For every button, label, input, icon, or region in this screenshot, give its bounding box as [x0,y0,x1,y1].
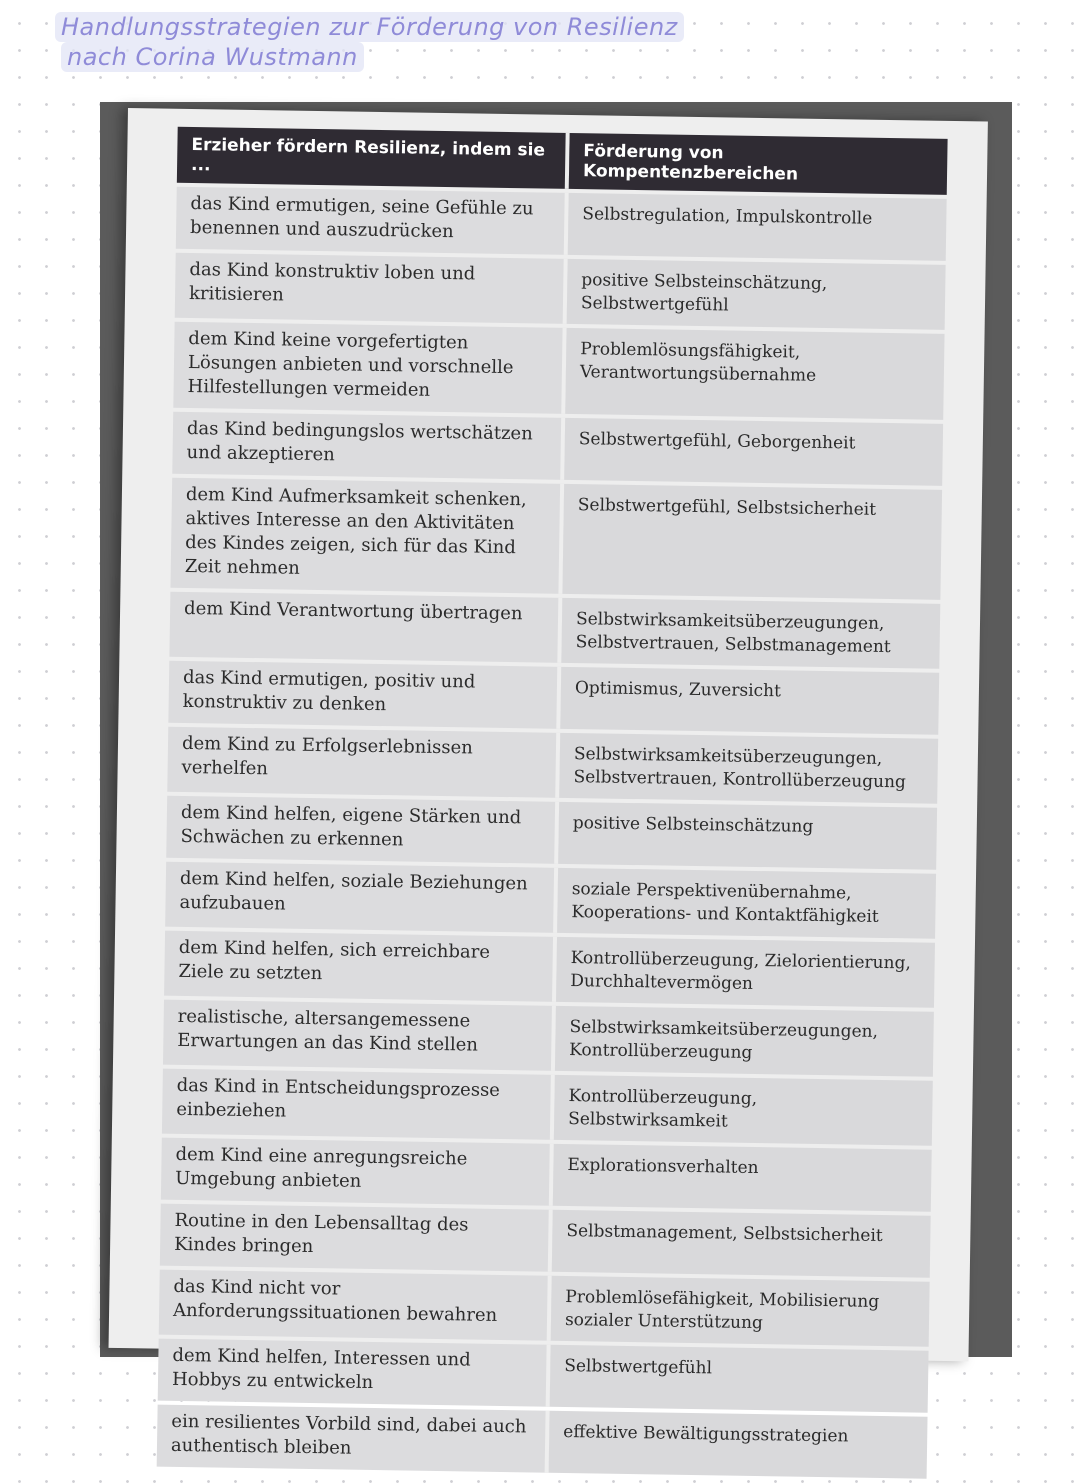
table-row [175,253,946,330]
competency-cell: Kontrollüberzeugung, Zielorientierung, Durchhaltevermögen [556,937,935,1008]
competency-cell: Selbstwertgefühl, Selbstsicherheit [562,484,942,600]
strategy-cell: ein resilientes Vorbild sind, dabei auch authentisch bleiben [157,1405,550,1473]
table-row [170,478,942,600]
strategy-cell: dem Kind zu Erfolgserlebnissen verhelfen [167,727,560,798]
competency-cell: positive Selbsteinschätzung, Selbstwertgefühl [567,259,946,330]
table-row [161,1138,932,1212]
table-body [157,187,947,1479]
table-header-row [177,127,948,195]
book-page [109,108,988,1459]
competency-cell: Selbstwirksamkeitsüberzeugungen, Selbstvertrauen, Selbstmanagement [561,598,940,669]
competency-cell: Selbstwertgefühl [550,1345,929,1413]
competency-cell: Selbstwirksamkeitsüberzeugungen, Selbstvertrauen, Kontrollüberzeugung [559,733,938,804]
competency-cell: effektive Bewältigungsstrategien [549,1411,928,1479]
handwritten-title-line1: Handlungsstrategien zur Förderung von Resilienz [55,12,684,42]
handwritten-title-line2: nach Corina Wustmann [61,42,364,72]
table-row [165,862,936,939]
strategy-cell: Routine in den Lebensalltag des Kindes bringen [160,1204,553,1272]
competency-cell: Selbstmanagement, Selbstsicherheit [552,1210,931,1278]
strategy-cell: das Kind konstruktiv loben und kritisieren [175,253,568,324]
table-row [157,1405,928,1479]
competency-cell: Problemlösefähigkeit, Mobilisierung sozialer Unterstützung [551,1276,930,1347]
resilience-table [157,123,948,1483]
table-row [167,727,938,804]
competency-cell: Selbstwertgefühl, Geborgenheit [564,418,943,486]
strategy-cell: realistische, altersangemessene Erwartungen an das Kind stellen [163,1000,556,1071]
competency-cell: soziale Perspektivenübernahme, Kooperations- und Kontaktfähigkeit [557,868,936,939]
strategy-cell: dem Kind helfen, Interessen und Hobbys zu entwickeln [158,1339,551,1407]
competency-cell: Selbstwirksamkeitsüberzeugungen, Kontrollüberzeugung [555,1006,934,1077]
table-row [159,1270,930,1347]
table-row [172,412,943,486]
strategy-cell: das Kind bedingungslos wertschätzen und akzeptieren [172,412,565,480]
table-row [158,1339,929,1413]
strategy-cell: dem Kind Aufmerksamkeit schenken, aktives Interesse an den Aktivitäten des Kindes zeigen, sich für das Kind Zeit nehmen [170,478,564,594]
strategy-cell: das Kind ermutigen, positiv und konstruktiv zu denken [168,661,561,729]
table-row [160,1204,931,1278]
table-row [176,187,947,261]
strategy-cell: dem Kind helfen, eigene Stärken und Schwächen zu erkennen [166,796,559,864]
competency-cell: Selbstregulation, Impulskontrolle [568,193,947,261]
table-row [168,661,939,735]
strategy-cell: dem Kind keine vorgefertigten Lösungen anbieten und vorschnelle Hilfestellungen vermeiden [173,322,566,414]
strategy-cell: dem Kind eine anregungsreiche Umgebung anbieten [161,1138,554,1206]
strategy-cell: das Kind ermutigen, seine Gefühle zu benennen und auszudrücken [176,187,569,255]
strategy-cell: das Kind in Entscheidungsprozesse einbeziehen [162,1069,555,1140]
table-row [163,1000,934,1077]
competency-cell: Problemlösungsfähigkeit, Verantwortungsübernahme [565,328,944,420]
table-row [164,931,935,1008]
book-photo [100,102,1012,1459]
strategy-cell: dem Kind helfen, soziale Beziehungen aufzubauen [165,862,558,933]
table-row [169,592,940,669]
table-row [166,796,937,870]
strategy-cell: dem Kind helfen, sich erreichbare Ziele zu setzten [164,931,557,1002]
competency-cell: Kontrollüberzeugung, Selbstwirksamkeit [554,1075,933,1146]
strategy-cell: das Kind nicht vor Anforderungssituationen bewahren [159,1270,552,1341]
handwritten-title [55,12,684,72]
table-row [162,1069,933,1146]
competency-cell: Optimismus, Zuversicht [560,667,939,735]
competency-cell: positive Selbsteinschätzung [558,802,937,870]
header-competencies: Förderung von Kompentenzbereichen [569,133,948,195]
competency-cell: Explorationsverhalten [553,1144,932,1212]
header-strategies: Erzieher fördern Resilienz, indem sie ... [177,127,570,189]
table-row [173,322,944,420]
strategy-cell: dem Kind Verantwortung übertragen [169,592,562,663]
